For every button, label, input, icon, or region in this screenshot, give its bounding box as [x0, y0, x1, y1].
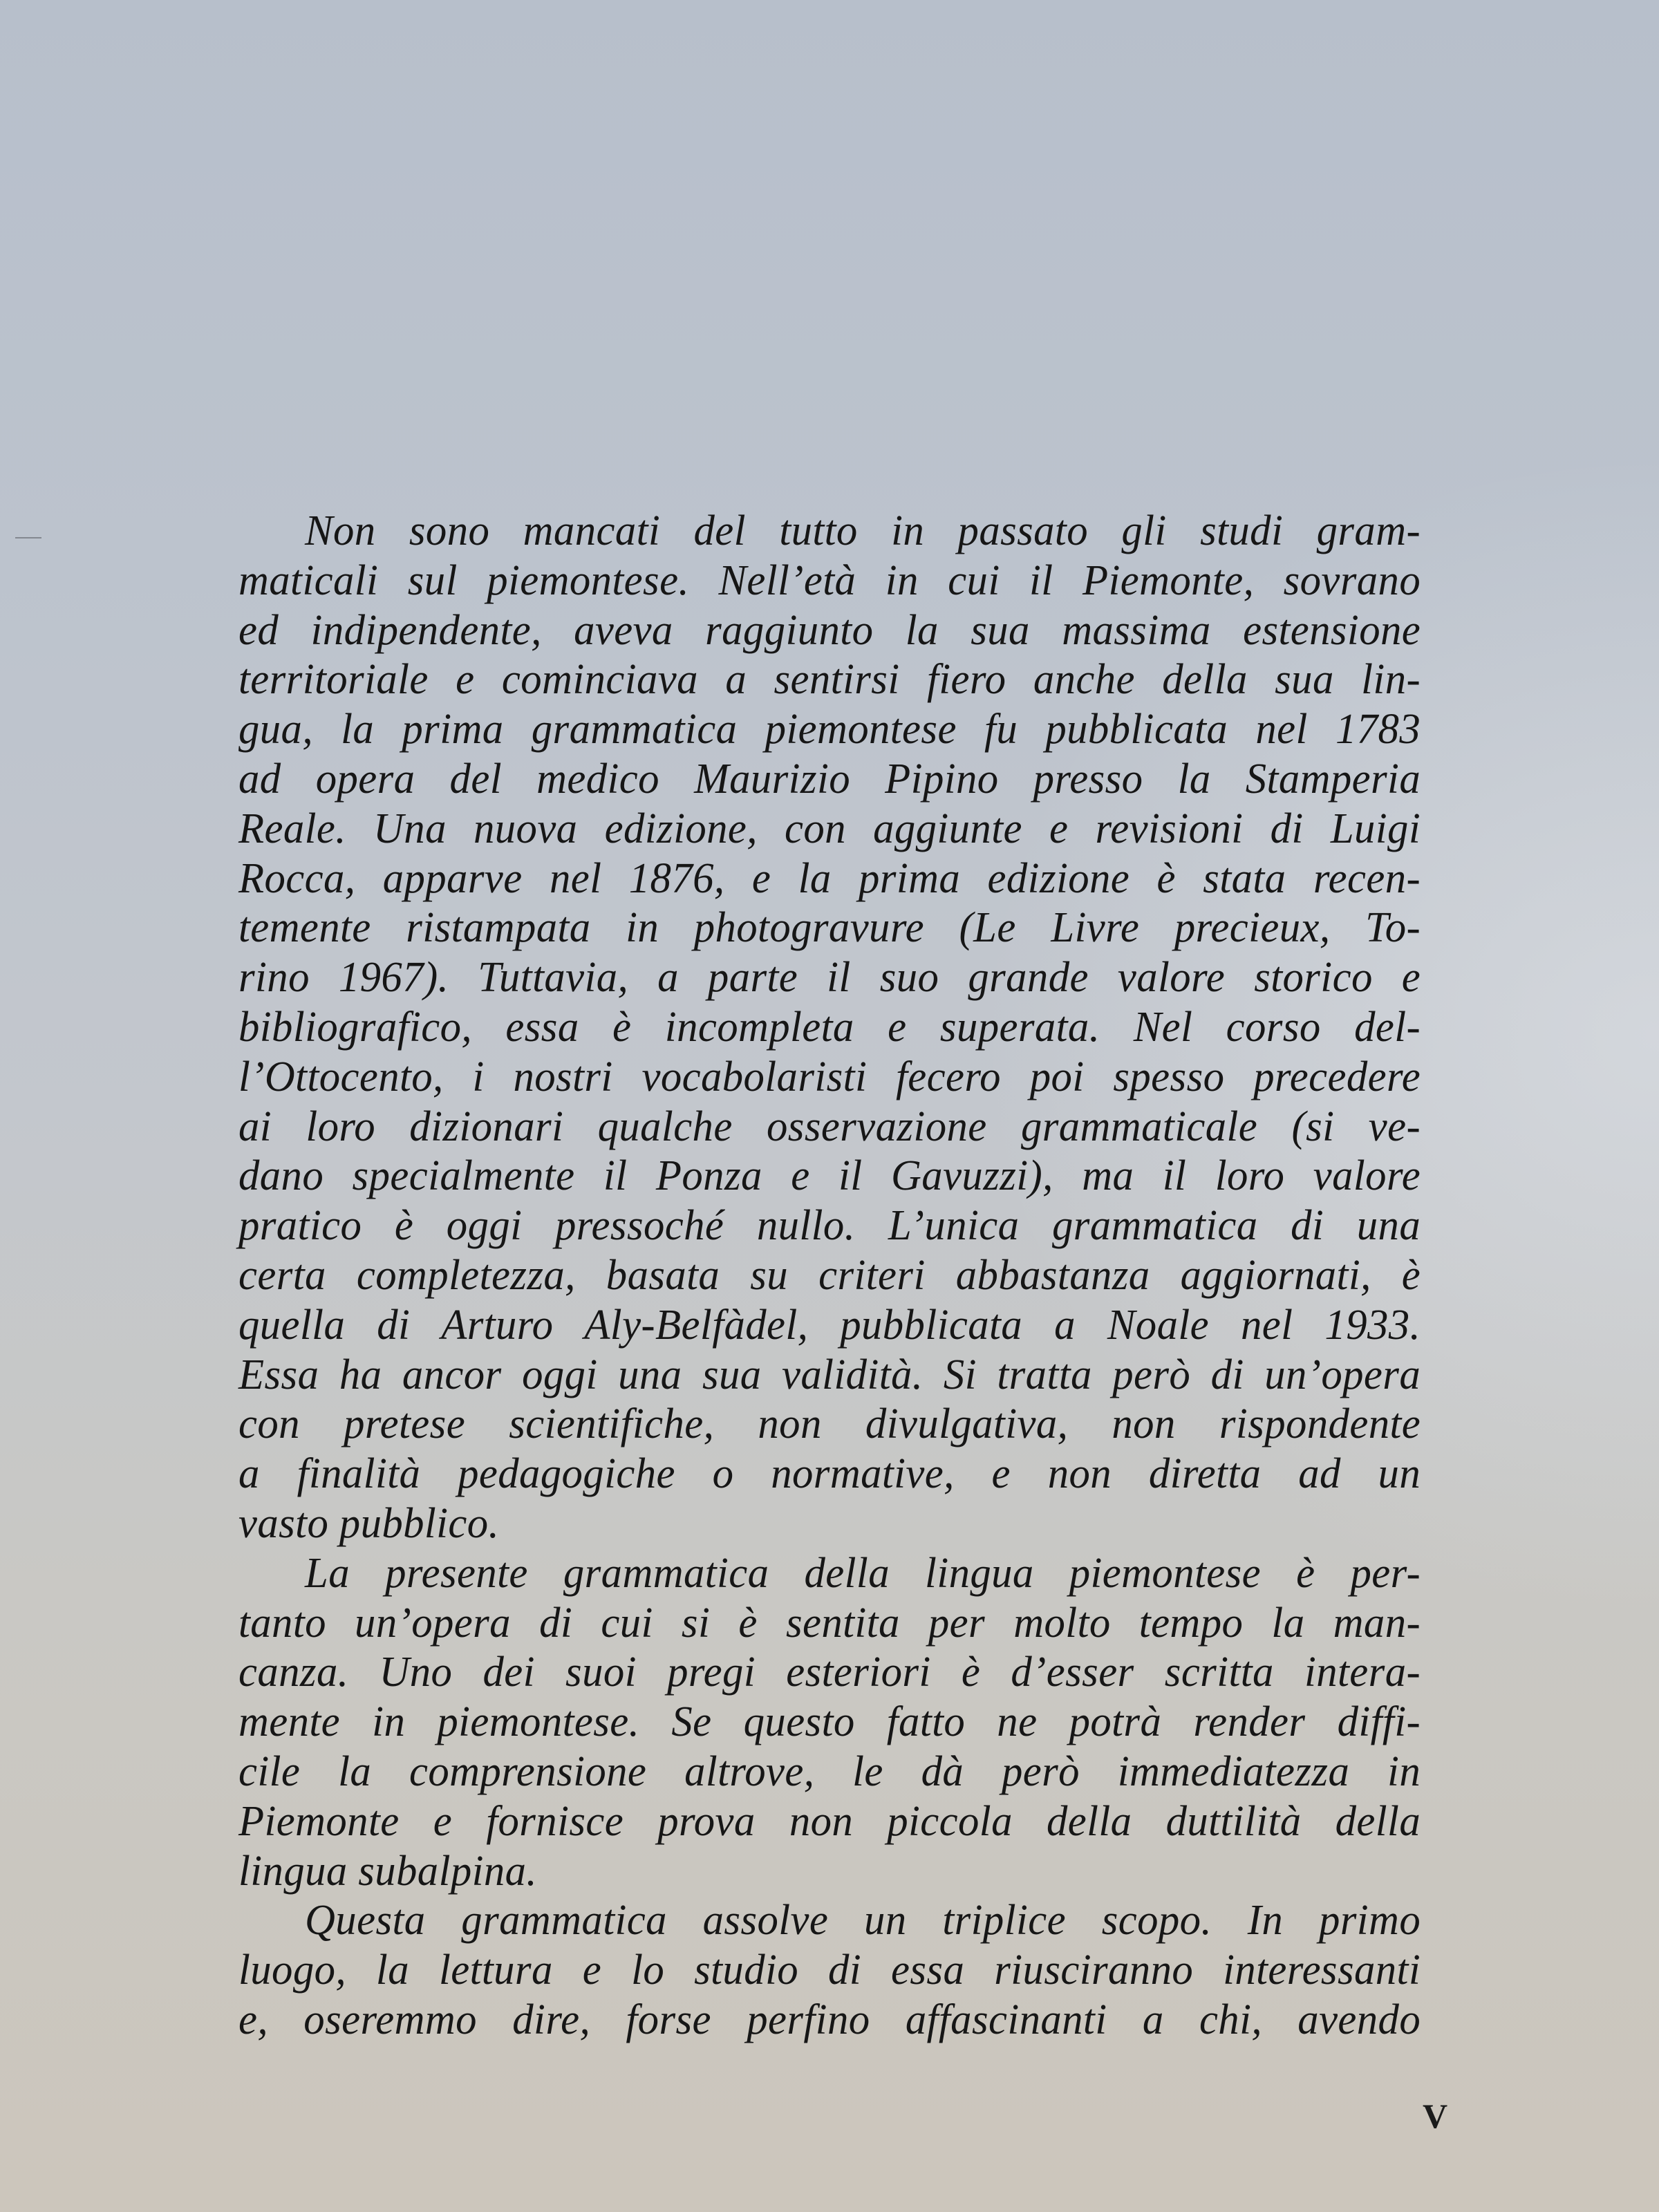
- margin-mark: [15, 537, 41, 538]
- text-line: Reale. Una nuova edizione, con aggiunte e revisioni di Luigi: [238, 805, 1421, 852]
- text-line: ed indipendente, aveva raggiunto la sua massima estensione: [238, 606, 1421, 654]
- text-line: luogo, la lettura e lo studio di essa riusciranno interessanti: [238, 1947, 1421, 1994]
- text-line: territoriale e cominciava a sentirsi fiero anche della sua lin-: [238, 656, 1421, 704]
- page-number: V: [1423, 2097, 1448, 2135]
- text-line: vasto pubblico.: [238, 1499, 500, 1547]
- text-line: tanto un’opera di cui si è sentita per molto tempo la man-: [238, 1599, 1421, 1647]
- text-line: Essa ha ancor oggi una sua validità. Si tratta però di un’opera: [238, 1351, 1421, 1398]
- text-line: gua, la prima grammatica piemontese fu pubblicata nel 1783: [238, 706, 1421, 753]
- text-line: quella di Arturo Aly-Belfàdel, pubblicata a Noale nel 1933.: [238, 1301, 1421, 1349]
- text-line: temente ristampata in photogravure (Le Livre precieux, To-: [238, 904, 1421, 952]
- text-line: Questa grammatica assolve un triplice scopo. In primo: [305, 1897, 1421, 1944]
- text-line: pratico è oggi pressoché nullo. L’unica grammatica di una: [238, 1202, 1421, 1250]
- text-line: l’Ottocento, i nostri vocabolaristi fecero poi spesso precedere: [238, 1053, 1421, 1100]
- text-line: ai loro dizionari qualche osservazione grammaticale (si ve-: [238, 1103, 1421, 1150]
- paragraph-1: [238, 507, 1445, 1549]
- text-line: maticali sul piemontese. Nell’età in cui il Piemonte, sovrano: [238, 556, 1421, 604]
- text-line: e, oseremmo dire, forse perfino affascinanti a chi, avendo: [238, 1996, 1421, 2043]
- text-line: con pretese scientifiche, non divulgativa, non rispondente: [238, 1400, 1421, 1448]
- body-text: [238, 507, 1445, 2045]
- text-line: canza. Uno dei suoi pregi esteriori è d’esser scritta intera-: [238, 1649, 1421, 1696]
- text-line: certa completezza, basata su criteri abbastanza aggiornati, è: [238, 1251, 1421, 1299]
- text-line: dano specialmente il Ponza e il Gavuzzi), ma il loro valore: [238, 1152, 1421, 1200]
- text-line: lingua subalpina.: [238, 1847, 538, 1895]
- text-line: Rocca, apparve nel 1876, e la prima edizione è stata recen-: [238, 854, 1421, 902]
- text-line: La presente grammatica della lingua piemontese è per-: [305, 1549, 1421, 1597]
- paragraph-2: [238, 1549, 1445, 1897]
- text-line: rino 1967). Tuttavia, a parte il suo grande valore storico e: [238, 954, 1421, 1002]
- paragraph-3: [238, 1896, 1445, 2045]
- text-line: mente in piemontese. Se questo fatto ne potrà render diffi-: [238, 1698, 1421, 1746]
- text-line: ad opera del medico Maurizio Pipino presso la Stamperia: [238, 755, 1421, 803]
- text-line: bibliografico, essa è incompleta e superata. Nel corso del-: [238, 1003, 1421, 1051]
- text-line: Non sono mancati del tutto in passato gli studi gram-: [305, 507, 1421, 554]
- text-line: Piemonte e fornisce prova non piccola della duttilità della: [238, 1797, 1421, 1845]
- text-line: cile la comprensione altrove, le dà però immediatezza in: [238, 1747, 1421, 1795]
- text-line: a finalità pedagogiche o normative, e non diretta ad un: [238, 1450, 1421, 1498]
